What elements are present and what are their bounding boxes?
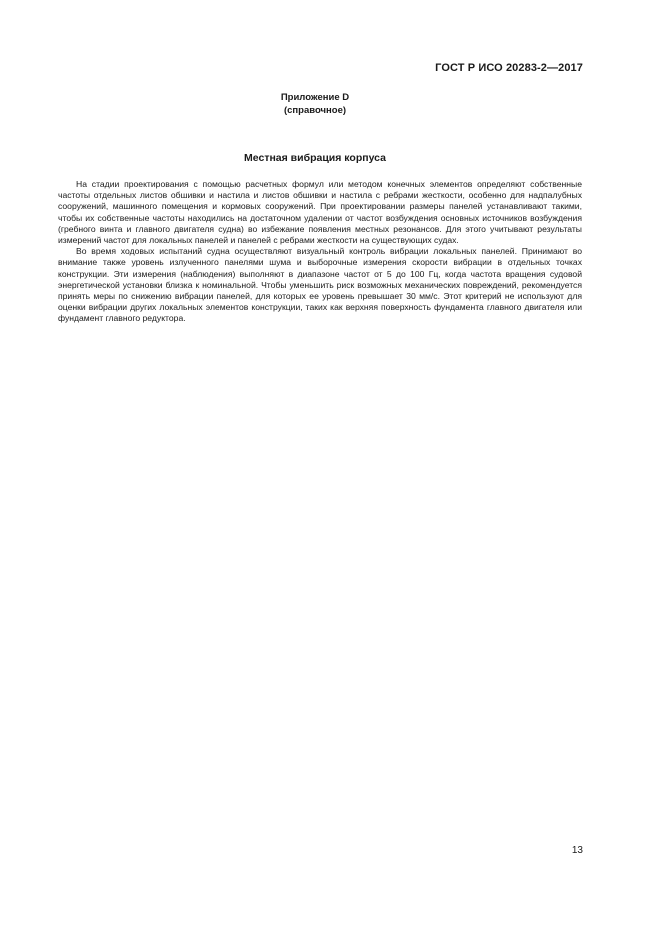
paragraph: На стадии проектирования с помощью расчетных формул или методом конечных элементов определяют собственные частоты отдельных листов обшивки и настила и листов обшивки и настила с ребрами жесткости, особенно для надпалубных сооружений, машинного помещения и кормовых сооружений. При проектировании размеры панелей устанавливают такими, чтобы их собственные частоты находились на достаточном удалении от частот возбуждения основных источников возбуждения (гребного винта и главного двигателя судна) во избежание появления местных резонансов. Для этого учитывают результаты измерений частот для локальных панелей и панелей с ребрами жесткости на существующих судах. — [58, 179, 582, 246]
appendix-title: Приложение D — [280, 92, 350, 103]
section-title: Местная вибрация корпуса — [244, 152, 386, 164]
document-code: ГОСТ Р ИСО 20283-2—2017 — [435, 62, 583, 74]
paragraph: Во время ходовых испытаний судна осуществляют визуальный контроль вибрации локальных панелей. Принимают во внимание также уровень излученного панелями шума и выборочные измерения скорости вибрации в отдельных точках конструкции. Эти измерения (наблюдения) выполняют в диапазоне частот от 5 до 100 Гц, когда частота вращения судовой энергетической установки близка к номинальной. Чтобы уменьшить риск возможных механических повреждений, рекомендуется принять меры по снижению вибрации панелей, для которых ее уровень превышает 30 мм/с. Этот критерий не используют для оценки вибрации других локальных элементов конструкции, таких как верхняя поверхность фундамента главного двигателя или фундамент главного редуктора. — [58, 246, 582, 324]
appendix-subtitle: (справочное) — [283, 105, 347, 116]
page-number: 13 — [571, 845, 583, 856]
body-text — [58, 179, 582, 325]
appendix-heading — [0, 91, 630, 117]
